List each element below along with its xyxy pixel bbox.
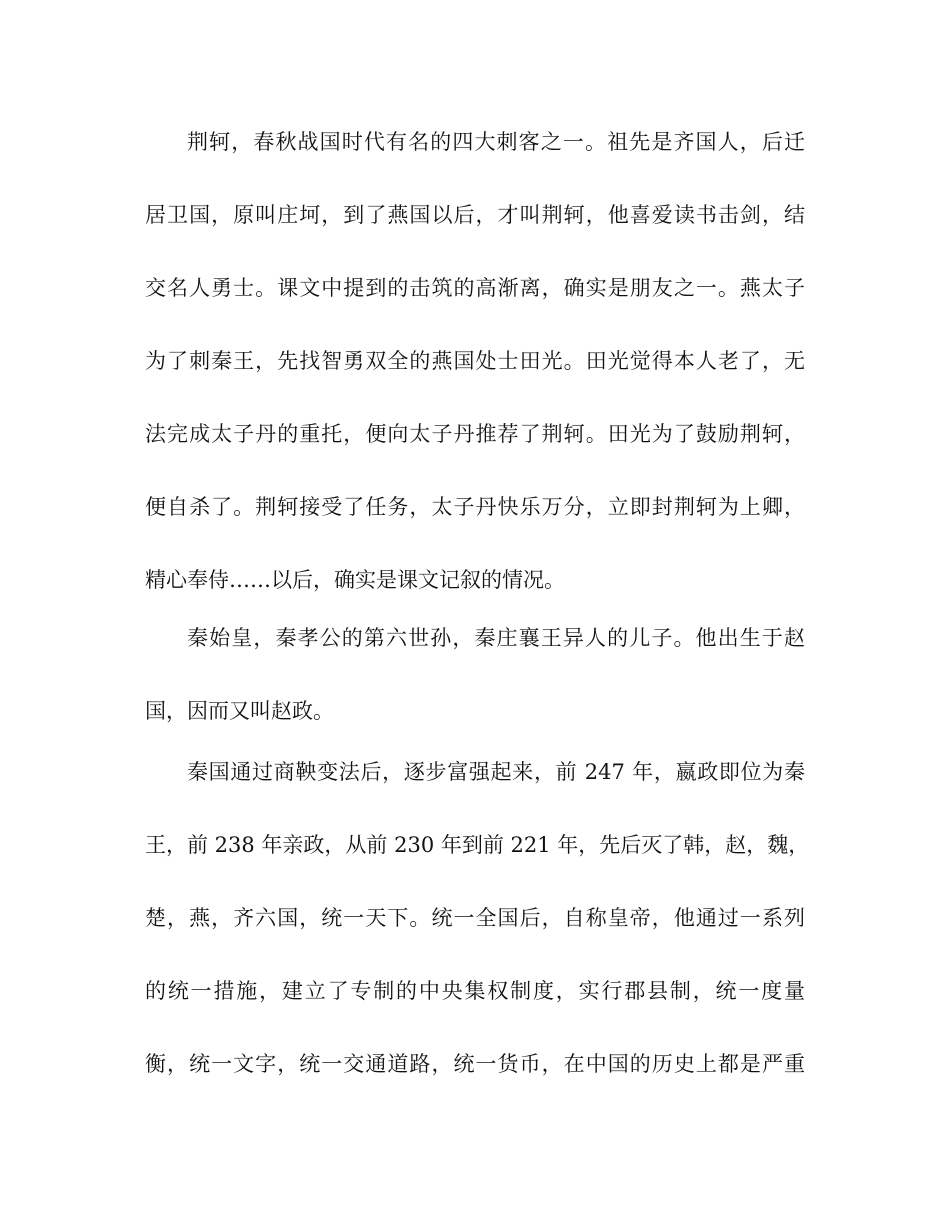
- paragraph-2-line-1: 秦始皇，秦孝公的第六世孙，秦庄襄王异人的儿子。他出生于赵: [187, 626, 805, 650]
- paragraph-1-line-7: 精心奉侍……以后，确实是课文记叙的情况。: [145, 568, 565, 592]
- paragraph-1-line-4: 为了刺秦王，先找智勇双全的燕国处士田光。田光觉得本人老了，无: [145, 349, 805, 373]
- paragraph-3-line-2: 王，前 238 年亲政，从前 230 年到前 221 年，先后灭了韩，赵，魏，: [145, 833, 810, 857]
- paragraph-3-line-4: 的统一措施，建立了专制的中央集权制度，实行郡县制，统一度量: [145, 979, 805, 1003]
- paragraph-2-line-2: 国，因而又叫赵政。: [145, 699, 334, 723]
- paragraph-1-line-3: 交名人勇士。课文中提到的击筑的高渐离，确实是朋友之一。燕太子: [145, 276, 805, 300]
- paragraph-3-line-5: 衡，统一文字，统一交通道路，统一货币，在中国的历史上都是严重: [145, 1052, 805, 1076]
- paragraph-1-line-6: 便自杀了。荆轲接受了任务，太子丹快乐万分，立即封荆轲为上卿，: [145, 495, 805, 519]
- paragraph-3-line-3: 楚，燕，齐六国，统一天下。统一全国后，自称皇帝，他通过一系列: [145, 906, 805, 930]
- paragraph-3-line-1: 秦国通过商鞅变法后，逐步富强起来，前 247 年，嬴政即位为秦: [187, 760, 805, 784]
- paragraph-1-line-1: 荆轲，春秋战国时代有名的四大刺客之一。祖先是齐国人，后迁: [187, 130, 805, 154]
- paragraph-1-line-2: 居卫国，原叫庄坷，到了燕国以后，才叫荆轲，他喜爱读书击剑，结: [145, 203, 805, 227]
- paragraph-1-line-5: 法完成太子丹的重托，便向太子丹推荐了荆轲。田光为了鼓励荆轲，: [145, 422, 805, 446]
